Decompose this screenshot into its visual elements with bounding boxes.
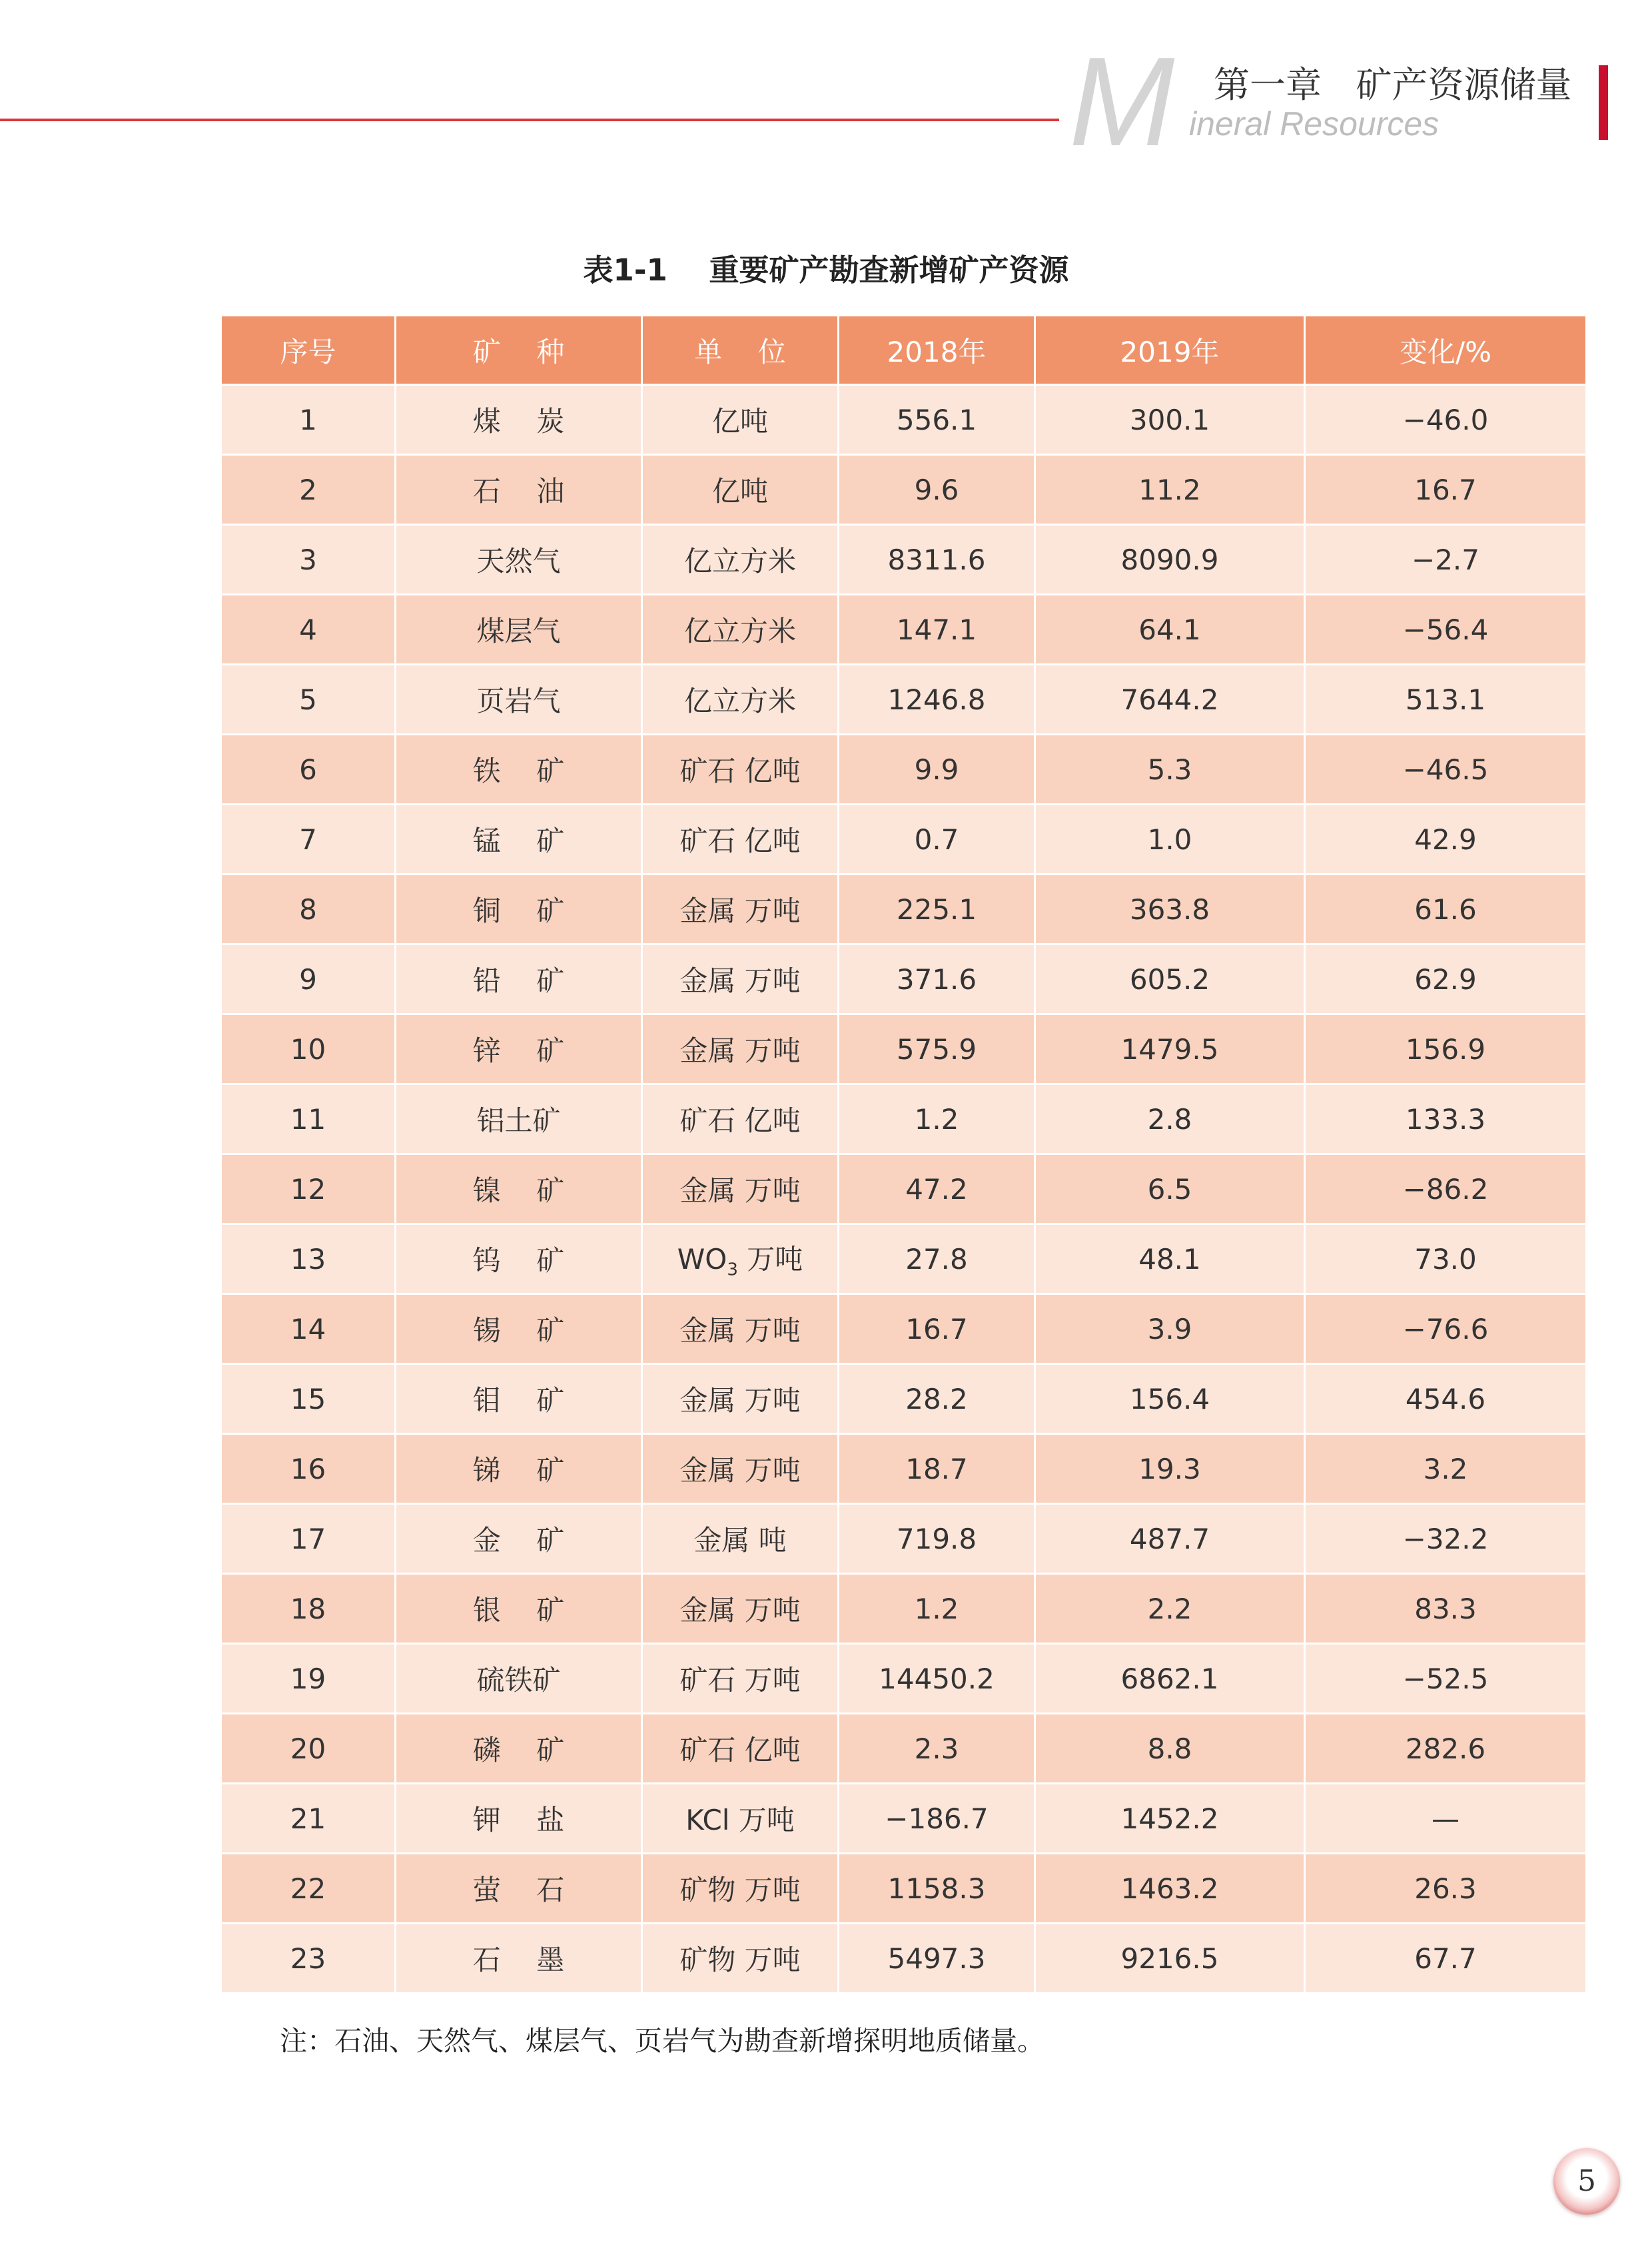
cell-change: 156.9 bbox=[1305, 1014, 1587, 1084]
table-row bbox=[221, 875, 1587, 944]
unit-text: KCl 万吨 bbox=[685, 1804, 795, 1836]
cell-2019: 9216.5 bbox=[1035, 1924, 1305, 1994]
cell-unit bbox=[642, 1224, 839, 1294]
cell-2019: 487.7 bbox=[1035, 1504, 1305, 1574]
cell-mineral: 钨 矿 bbox=[396, 1224, 642, 1294]
cell-no: 18 bbox=[221, 1574, 396, 1644]
unit-text: 金属 吨 bbox=[693, 1524, 787, 1557]
unit-text: 亿立方米 bbox=[683, 615, 796, 647]
cell-2019: 1452.2 bbox=[1035, 1784, 1305, 1854]
cell-unit bbox=[642, 1154, 839, 1224]
cell-2018: 2.3 bbox=[839, 1714, 1035, 1784]
cell-unit bbox=[642, 1784, 839, 1854]
cell-change: −46.5 bbox=[1305, 735, 1587, 805]
table-row bbox=[221, 1574, 1587, 1644]
unit-text: 金属 万吨 bbox=[679, 1594, 801, 1627]
cell-2018: 556.1 bbox=[839, 385, 1035, 455]
column-header-unit: 单 位 bbox=[642, 316, 839, 385]
cell-no: 1 bbox=[221, 385, 396, 455]
cell-change: — bbox=[1305, 1784, 1587, 1854]
cell-2018: 14450.2 bbox=[839, 1644, 1035, 1714]
cell-2019: 300.1 bbox=[1035, 385, 1305, 455]
cell-2019: 5.3 bbox=[1035, 735, 1305, 805]
unit-text: 矿石 万吨 bbox=[679, 1664, 801, 1696]
cell-2018: 1246.8 bbox=[839, 665, 1035, 735]
cell-2019: 2.2 bbox=[1035, 1574, 1305, 1644]
cell-mineral: 煤 炭 bbox=[396, 385, 642, 455]
cell-mineral: 萤 石 bbox=[396, 1854, 642, 1924]
table-row bbox=[221, 1154, 1587, 1224]
cell-no: 8 bbox=[221, 875, 396, 944]
cell-2018: 8311.6 bbox=[839, 525, 1035, 595]
unit-text: 金属 万吨 bbox=[679, 1314, 801, 1347]
unit-text: 金属 万吨 bbox=[679, 1384, 801, 1417]
table-row bbox=[221, 944, 1587, 1014]
cell-2019: 7644.2 bbox=[1035, 665, 1305, 735]
page-number-badge bbox=[1553, 2148, 1620, 2215]
table-row bbox=[221, 1784, 1587, 1854]
cell-2018: 47.2 bbox=[839, 1154, 1035, 1224]
cell-2018: 16.7 bbox=[839, 1294, 1035, 1364]
unit-text: 矿物 万吨 bbox=[679, 1944, 801, 1976]
table-row bbox=[221, 1434, 1587, 1504]
cell-unit bbox=[642, 1364, 839, 1434]
cell-unit bbox=[642, 1084, 839, 1154]
cell-unit bbox=[642, 455, 839, 525]
cell-2019: 2.8 bbox=[1035, 1084, 1305, 1154]
cell-mineral: 金 矿 bbox=[396, 1504, 642, 1574]
cell-mineral: 锑 矿 bbox=[396, 1434, 642, 1504]
cell-2018: 9.6 bbox=[839, 455, 1035, 525]
table-row bbox=[221, 735, 1587, 805]
cell-2019: 8090.9 bbox=[1035, 525, 1305, 595]
cell-unit bbox=[642, 1854, 839, 1924]
unit-text: 矿石 亿吨 bbox=[679, 825, 801, 857]
table-row bbox=[221, 1364, 1587, 1434]
cell-no: 20 bbox=[221, 1714, 396, 1784]
chapter-subtitle: ineral Resources bbox=[1189, 105, 1440, 143]
table-row bbox=[221, 455, 1587, 525]
cell-mineral: 煤层气 bbox=[396, 595, 642, 665]
cell-change: 3.2 bbox=[1305, 1434, 1587, 1504]
cell-change: 513.1 bbox=[1305, 665, 1587, 735]
cell-change: 73.0 bbox=[1305, 1224, 1587, 1294]
cell-change: 26.3 bbox=[1305, 1854, 1587, 1924]
cell-no: 21 bbox=[221, 1784, 396, 1854]
table-row bbox=[221, 805, 1587, 875]
cell-mineral: 银 矿 bbox=[396, 1574, 642, 1644]
cell-change: 454.6 bbox=[1305, 1364, 1587, 1434]
column-header-no: 序号 bbox=[221, 316, 396, 385]
table-row bbox=[221, 1644, 1587, 1714]
cell-2019: 6.5 bbox=[1035, 1154, 1305, 1224]
cell-change: −52.5 bbox=[1305, 1644, 1587, 1714]
unit-text: WO bbox=[677, 1243, 727, 1276]
cell-2018: 5497.3 bbox=[839, 1924, 1035, 1994]
cell-mineral: 硫铁矿 bbox=[396, 1644, 642, 1714]
cell-mineral: 钼 矿 bbox=[396, 1364, 642, 1434]
cell-change: 282.6 bbox=[1305, 1714, 1587, 1784]
unit-text: 金属 万吨 bbox=[679, 1174, 801, 1207]
cell-change: 16.7 bbox=[1305, 455, 1587, 525]
table-body bbox=[221, 385, 1587, 1994]
table-row bbox=[221, 1014, 1587, 1084]
cell-2019: 363.8 bbox=[1035, 875, 1305, 944]
page-number: 5 bbox=[1577, 2164, 1596, 2198]
cell-2019: 19.3 bbox=[1035, 1434, 1305, 1504]
cell-no: 15 bbox=[221, 1364, 396, 1434]
cell-change: −32.2 bbox=[1305, 1504, 1587, 1574]
cell-change: 62.9 bbox=[1305, 944, 1587, 1014]
cell-mineral: 铅 矿 bbox=[396, 944, 642, 1014]
cell-mineral: 锌 矿 bbox=[396, 1014, 642, 1084]
cell-2018: 1.2 bbox=[839, 1574, 1035, 1644]
cell-2018: 1.2 bbox=[839, 1084, 1035, 1154]
cell-change: 83.3 bbox=[1305, 1574, 1587, 1644]
cell-unit bbox=[642, 805, 839, 875]
cell-no: 9 bbox=[221, 944, 396, 1014]
unit-text: 矿石 亿吨 bbox=[679, 755, 801, 787]
column-header-change: 变化/% bbox=[1305, 316, 1587, 385]
cell-2018: 27.8 bbox=[839, 1224, 1035, 1294]
unit-text: 金属 万吨 bbox=[679, 1034, 801, 1067]
table-header-row bbox=[221, 316, 1587, 385]
cell-no: 3 bbox=[221, 525, 396, 595]
cell-unit bbox=[642, 525, 839, 595]
cell-unit bbox=[642, 1294, 839, 1364]
header-accent-bar bbox=[1599, 65, 1608, 140]
cell-unit bbox=[642, 1714, 839, 1784]
cell-2019: 8.8 bbox=[1035, 1714, 1305, 1784]
cell-no: 7 bbox=[221, 805, 396, 875]
cell-unit bbox=[642, 735, 839, 805]
unit-text-rest: 万吨 bbox=[737, 1243, 803, 1276]
cell-mineral: 石 墨 bbox=[396, 1924, 642, 1994]
cell-2018: 371.6 bbox=[839, 944, 1035, 1014]
cell-no: 23 bbox=[221, 1924, 396, 1994]
cell-unit bbox=[642, 665, 839, 735]
table-row bbox=[221, 1504, 1587, 1574]
cell-2018: 719.8 bbox=[839, 1504, 1035, 1574]
cell-change: −46.0 bbox=[1305, 385, 1587, 455]
cell-no: 2 bbox=[221, 455, 396, 525]
cell-no: 6 bbox=[221, 735, 396, 805]
cell-2018: 28.2 bbox=[839, 1364, 1035, 1434]
unit-text: 矿石 亿吨 bbox=[679, 1104, 801, 1137]
cell-mineral: 铁 矿 bbox=[396, 735, 642, 805]
cell-2018: 575.9 bbox=[839, 1014, 1035, 1084]
unit-text: 金属 万吨 bbox=[679, 1454, 801, 1487]
cell-no: 19 bbox=[221, 1644, 396, 1714]
cell-mineral: 铜 矿 bbox=[396, 875, 642, 944]
unit-text: 亿立方米 bbox=[683, 685, 796, 717]
cell-mineral: 磷 矿 bbox=[396, 1714, 642, 1784]
cell-2019: 3.9 bbox=[1035, 1294, 1305, 1364]
cell-2019: 6862.1 bbox=[1035, 1644, 1305, 1714]
cell-mineral: 锰 矿 bbox=[396, 805, 642, 875]
cell-mineral: 石 油 bbox=[396, 455, 642, 525]
cell-no: 16 bbox=[221, 1434, 396, 1504]
cell-no: 14 bbox=[221, 1294, 396, 1364]
table-row bbox=[221, 595, 1587, 665]
cell-mineral: 页岩气 bbox=[396, 665, 642, 735]
cell-mineral: 天然气 bbox=[396, 525, 642, 595]
unit-subscript: 3 bbox=[727, 1260, 738, 1280]
cell-2018: 225.1 bbox=[839, 875, 1035, 944]
column-header-mineral: 矿 种 bbox=[396, 316, 642, 385]
cell-mineral: 镍 矿 bbox=[396, 1154, 642, 1224]
unit-text: 矿石 亿吨 bbox=[679, 1734, 801, 1766]
cell-2019: 1463.2 bbox=[1035, 1854, 1305, 1924]
cell-no: 17 bbox=[221, 1504, 396, 1574]
column-header-2018: 2018年 bbox=[839, 316, 1035, 385]
unit-text: 金属 万吨 bbox=[679, 895, 801, 927]
cell-2018: 0.7 bbox=[839, 805, 1035, 875]
unit-text: 金属 万吨 bbox=[679, 964, 801, 997]
column-header-2019: 2019年 bbox=[1035, 316, 1305, 385]
cell-change: 61.6 bbox=[1305, 875, 1587, 944]
cell-unit bbox=[642, 1504, 839, 1574]
cell-unit bbox=[642, 875, 839, 944]
unit-text: 矿物 万吨 bbox=[679, 1874, 801, 1906]
cell-2019: 605.2 bbox=[1035, 944, 1305, 1014]
cell-no: 4 bbox=[221, 595, 396, 665]
cell-change: 42.9 bbox=[1305, 805, 1587, 875]
cell-change: −86.2 bbox=[1305, 1154, 1587, 1224]
cell-unit bbox=[642, 944, 839, 1014]
cell-unit bbox=[642, 1014, 839, 1084]
cell-no: 11 bbox=[221, 1084, 396, 1154]
header-big-letter: M bbox=[1069, 31, 1171, 173]
cell-unit bbox=[642, 595, 839, 665]
cell-unit bbox=[642, 1644, 839, 1714]
cell-2019: 156.4 bbox=[1035, 1364, 1305, 1434]
cell-mineral: 锡 矿 bbox=[396, 1294, 642, 1364]
cell-2019: 64.1 bbox=[1035, 595, 1305, 665]
cell-2018: 18.7 bbox=[839, 1434, 1035, 1504]
table-row bbox=[221, 1924, 1587, 1994]
cell-2018: −186.7 bbox=[839, 1784, 1035, 1854]
table-row bbox=[221, 1224, 1587, 1294]
cell-unit bbox=[642, 1574, 839, 1644]
cell-no: 10 bbox=[221, 1014, 396, 1084]
cell-unit bbox=[642, 1434, 839, 1504]
cell-2019: 1479.5 bbox=[1035, 1014, 1305, 1084]
cell-no: 5 bbox=[221, 665, 396, 735]
table-row bbox=[221, 1084, 1587, 1154]
cell-no: 12 bbox=[221, 1154, 396, 1224]
cell-unit bbox=[642, 385, 839, 455]
unit-text: 亿吨 bbox=[711, 475, 768, 508]
cell-2018: 9.9 bbox=[839, 735, 1035, 805]
cell-mineral: 铝土矿 bbox=[396, 1084, 642, 1154]
cell-2019: 48.1 bbox=[1035, 1224, 1305, 1294]
mineral-resources-table bbox=[220, 314, 1587, 1994]
table-row bbox=[221, 385, 1587, 455]
cell-change: −2.7 bbox=[1305, 525, 1587, 595]
header-rule bbox=[0, 119, 1059, 121]
cell-unit bbox=[642, 1924, 839, 1994]
table-row bbox=[221, 525, 1587, 595]
table-row bbox=[221, 665, 1587, 735]
table-row bbox=[221, 1854, 1587, 1924]
chapter-title: 第一章 矿产资源储量 bbox=[1214, 64, 1572, 106]
cell-2019: 1.0 bbox=[1035, 805, 1305, 875]
cell-2018: 1158.3 bbox=[839, 1854, 1035, 1924]
cell-change: 133.3 bbox=[1305, 1084, 1587, 1154]
cell-change: −76.6 bbox=[1305, 1294, 1587, 1364]
table-caption: 表1-1 重要矿产勘查新增矿产资源 bbox=[583, 252, 1069, 288]
unit-text: 亿立方米 bbox=[683, 545, 796, 577]
cell-change: −56.4 bbox=[1305, 595, 1587, 665]
cell-2018: 147.1 bbox=[839, 595, 1035, 665]
cell-2019: 11.2 bbox=[1035, 455, 1305, 525]
table-row bbox=[221, 1714, 1587, 1784]
cell-change: 67.7 bbox=[1305, 1924, 1587, 1994]
cell-mineral: 钾 盐 bbox=[396, 1784, 642, 1854]
table-note: 注：石油、天然气、煤层气、页岩气为勘查新增探明地质储量。 bbox=[280, 2025, 1044, 2057]
unit-text: 亿吨 bbox=[711, 405, 768, 438]
table-row bbox=[221, 1294, 1587, 1364]
cell-no: 22 bbox=[221, 1854, 396, 1924]
cell-no: 13 bbox=[221, 1224, 396, 1294]
